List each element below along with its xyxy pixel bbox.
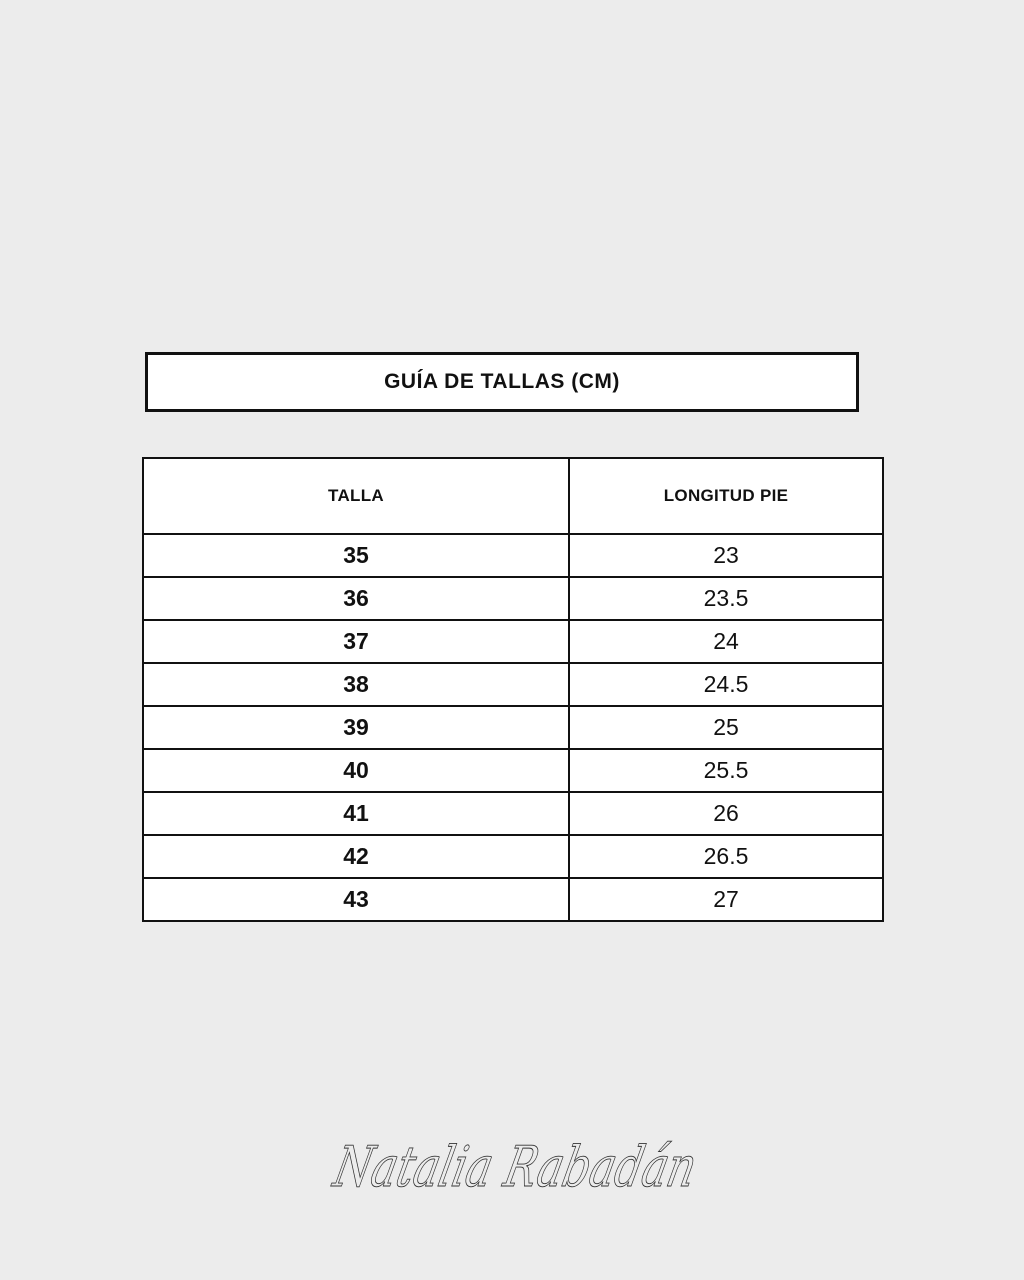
table-row [143,749,883,792]
brand-signature-text: Natalia Rabadán [328,1134,819,1200]
foot-length-cell: 23 [569,534,883,577]
foot-length-cell: 26 [569,792,883,835]
foot-length-cell: 23.5 [569,577,883,620]
size-cell: 43 [143,878,569,921]
size-cell: 41 [143,792,569,835]
table-row [143,620,883,663]
table-row [143,792,883,835]
table-row [143,878,883,921]
foot-length-cell: 26.5 [569,835,883,878]
column-header-talla: TALLA [143,458,569,534]
table-header-row [143,458,883,534]
size-cell: 42 [143,835,569,878]
size-guide-title-box [145,352,859,412]
table-row [143,534,883,577]
foot-length-cell: 25 [569,706,883,749]
table-row [143,835,883,878]
size-cell: 39 [143,706,569,749]
size-guide-table [142,457,884,922]
size-cell: 35 [143,534,569,577]
page-title: GUÍA DE TALLAS (CM) [384,370,620,393]
size-cell: 38 [143,663,569,706]
brand-signature-logo [0,1118,1024,1218]
size-cell: 36 [143,577,569,620]
column-header-longitud-pie: LONGITUD PIE [569,458,883,534]
foot-length-cell: 24 [569,620,883,663]
size-cell: 37 [143,620,569,663]
foot-length-cell: 24.5 [569,663,883,706]
table-row [143,577,883,620]
size-cell: 40 [143,749,569,792]
foot-length-cell: 27 [569,878,883,921]
table-row [143,706,883,749]
foot-length-cell: 25.5 [569,749,883,792]
table-row [143,663,883,706]
